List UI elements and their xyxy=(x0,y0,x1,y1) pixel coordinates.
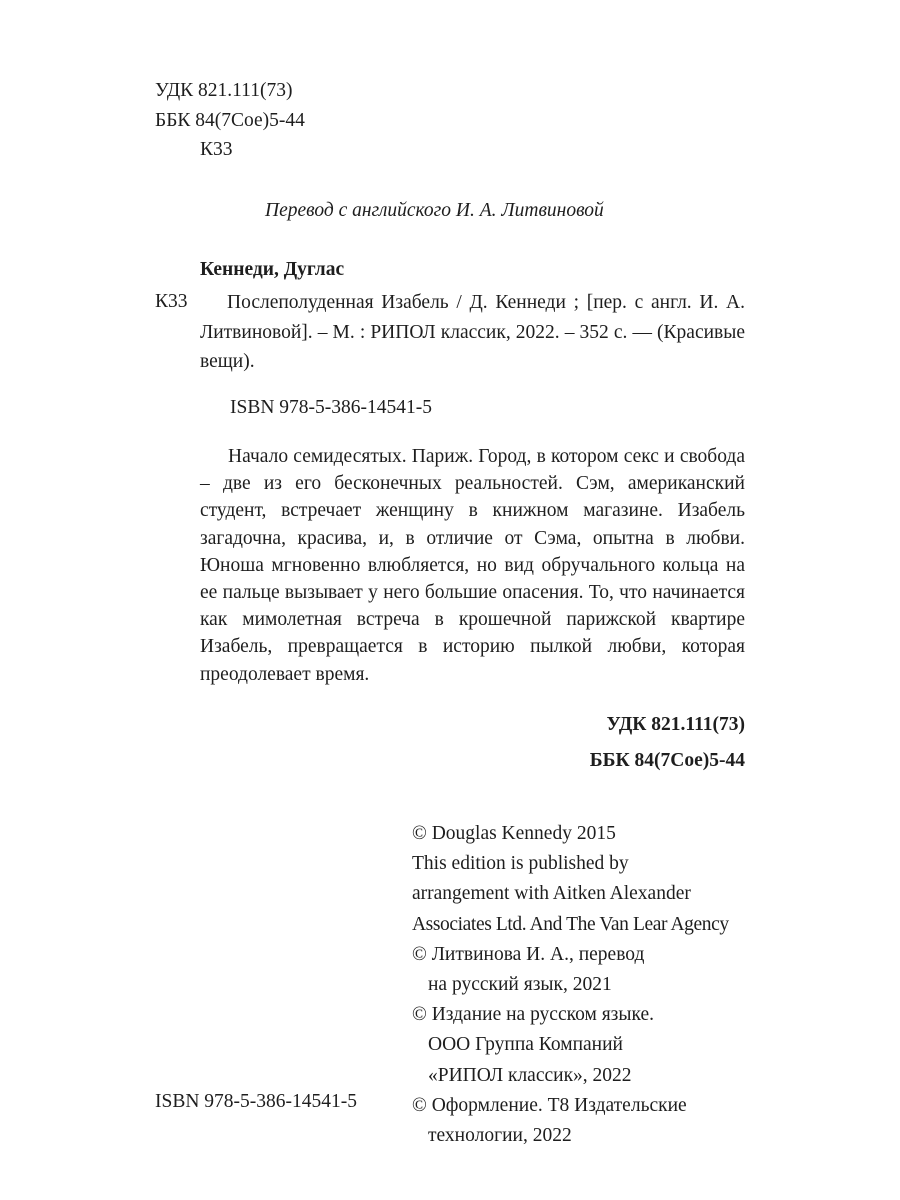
bbk-code: ББК 84(7Сое)5-44 xyxy=(155,109,305,131)
annotation: Начало семидесятых. Париж. Город, в котором секс и свобода – две из его бесконечных реальностей. Сэм, американский студент, встречает женщину в книжном магазине. Изабель загадочна, красива, и, в отличие от Сэма, опытна в любви. Юноша мгновенно влюбляется, но вид обручального кольца на ее пальце вызывает у него большие опасения. То, что начинается как мимолетная встреча в крошечной парижской квартире Изабель, превращается в историю пылкой любви, которая преодолевает время. xyxy=(200,446,745,685)
copyright-line: технологии, 2022 xyxy=(428,1125,572,1147)
copyright-line: arrangement with Aitken Alexander xyxy=(412,883,691,905)
copyright-line: на русский язык, 2021 xyxy=(428,974,612,996)
copyright-line: © Douglas Kennedy 2015 xyxy=(412,823,616,844)
author-mark: К33 xyxy=(200,139,233,160)
copyright-line: Associates Ltd. And The Van Lear Agency xyxy=(412,913,729,935)
udk-code-bold: УДК 821.111(73) xyxy=(606,714,745,735)
catalog-author-mark: К33 xyxy=(155,291,188,312)
udk-code: УДК 821.111(73) xyxy=(155,80,293,101)
copyright-line: ООО Группа Компаний xyxy=(428,1034,623,1056)
copyright-line: This edition is published by xyxy=(412,853,629,875)
header-codes xyxy=(155,76,305,165)
copyright-line: © Издание на русском языке. xyxy=(412,1004,654,1026)
bbk-code-bold: ББК 84(7Сое)5-44 xyxy=(589,750,745,771)
copyright-line: © Литвинова И. А., перевод xyxy=(412,943,645,965)
footer-isbn: ISBN 978-5-386-14541-5 xyxy=(155,1091,358,1112)
catalog-author: Кеннеди, Дуглас xyxy=(200,259,345,280)
copyright-block xyxy=(412,819,729,1151)
copyright-line: «РИПОЛ классик», 2022 xyxy=(428,1064,632,1086)
catalog-isbn: ISBN 978-5-386-14541-5 xyxy=(230,397,433,418)
classification-bold xyxy=(590,707,745,779)
translation-note: Перевод с английского И. А. Литвиновой xyxy=(265,200,604,221)
copyright-line: © Оформление. Т8 Издательские xyxy=(412,1094,687,1116)
catalog-description: Послеполуденная Изабель / Д. Кеннеди ; [пер. с англ. И. А. Литвиновой]. – М. : РИПОЛ классик, 2022. – 352 с. — (Красивые вещи). xyxy=(200,292,745,372)
